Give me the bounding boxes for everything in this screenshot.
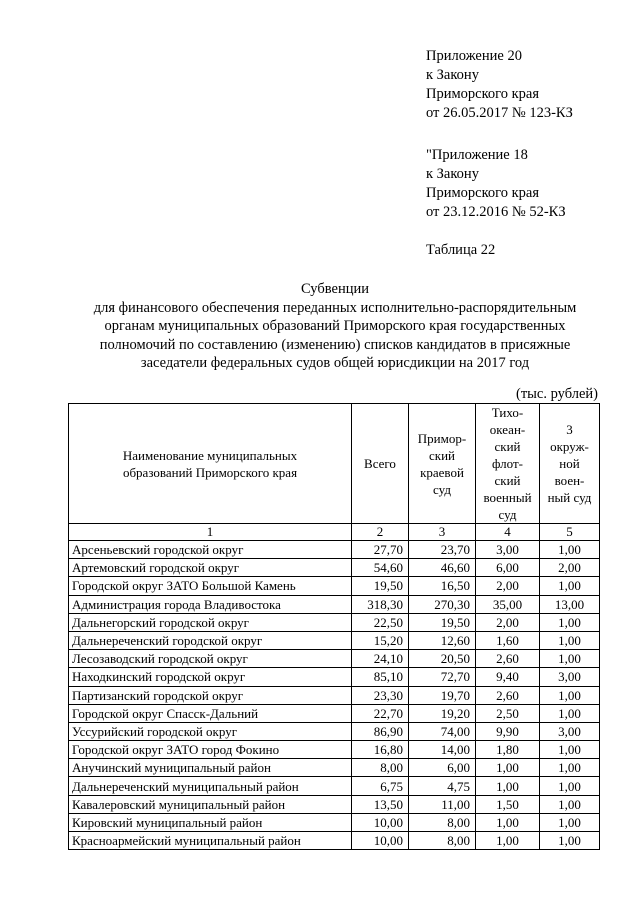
table-label: Таблица 22: [426, 242, 496, 258]
cell-district-court: 1,00: [540, 813, 600, 831]
table-row: [69, 613, 600, 631]
header-line: ной: [559, 456, 580, 471]
appendix-line: к Закону: [426, 166, 479, 182]
cell-district-court: 1,00: [540, 741, 600, 759]
cell-total: 19,50: [352, 577, 409, 595]
cell-name: Уссурийский городской округ: [69, 722, 352, 740]
cell-krai-court: 6,00: [409, 759, 476, 777]
cell-krai-court: 270,30: [409, 595, 476, 613]
cell-pacific-court: 2,00: [476, 613, 540, 631]
cell-district-court: 1,00: [540, 686, 600, 704]
header-line: флот-: [492, 456, 523, 471]
header-line: воен-: [554, 473, 585, 488]
header-line: Примор-: [417, 430, 467, 446]
appendix-current: [426, 47, 573, 123]
cell-total: 10,00: [352, 813, 409, 831]
cell-name: Городской округ ЗАТО Большой Камень: [69, 577, 352, 595]
cell-district-court: 2,00: [540, 559, 600, 577]
title-line: для финансового обеспечения переданных исполнительно-распорядительным: [93, 299, 577, 316]
appendix-line: "Приложение 18: [426, 147, 528, 163]
cell-pacific-court: 1,80: [476, 741, 540, 759]
header-line: океан-: [489, 422, 526, 437]
cell-total: 27,70: [352, 541, 409, 559]
table-row: [69, 813, 600, 831]
cell-name: Лесозаводский городской округ: [69, 650, 352, 668]
cell-name: Городской округ Спасск-Дальний: [69, 704, 352, 722]
cell-district-court: 1,00: [540, 650, 600, 668]
header-line: суд: [498, 507, 517, 522]
cell-total: 86,90: [352, 722, 409, 740]
cell-krai-court: 72,70: [409, 668, 476, 686]
header-line: окруж-: [550, 439, 589, 454]
title-line: заседатели федеральных судов общей юрисдикции на 2017 год: [140, 355, 530, 371]
column-number: 1: [69, 524, 352, 541]
cell-total: 6,75: [352, 777, 409, 795]
cell-krai-court: 4,75: [409, 777, 476, 795]
table-row: [69, 577, 600, 595]
table-row: [69, 631, 600, 649]
appendix-line: Приморского края: [426, 86, 540, 102]
cell-total: 10,00: [352, 832, 409, 850]
cell-pacific-court: 1,00: [476, 813, 540, 831]
cell-name: Администрация города Владивостока: [69, 595, 352, 613]
header-line: образований Приморского края: [122, 464, 298, 480]
cell-district-court: 3,00: [540, 668, 600, 686]
table-row: [69, 686, 600, 704]
cell-pacific-court: 2,60: [476, 650, 540, 668]
column-number: 5: [540, 524, 600, 541]
column-number: 3: [409, 524, 476, 541]
cell-total: 15,20: [352, 631, 409, 649]
table-row: [69, 759, 600, 777]
cell-pacific-court: 1,00: [476, 777, 540, 795]
table-row: [69, 777, 600, 795]
header-line: краевой: [420, 464, 464, 480]
cell-krai-court: 14,00: [409, 741, 476, 759]
cell-district-court: 1,00: [540, 795, 600, 813]
cell-total: 24,10: [352, 650, 409, 668]
table-body: [69, 541, 600, 850]
header-line: военный: [483, 490, 532, 505]
table-row: [69, 741, 600, 759]
cell-name: Артемовский городской округ: [69, 559, 352, 577]
header-line: Всего: [364, 456, 396, 471]
cell-pacific-court: 35,00: [476, 595, 540, 613]
column-number: 4: [476, 524, 540, 541]
title-line: полномочий по составлению (изменению) списков кандидатов в присяжные: [99, 336, 571, 353]
cell-pacific-court: 1,00: [476, 759, 540, 777]
column-number: 2: [352, 524, 409, 541]
table-row: [69, 795, 600, 813]
cell-name: Дальнегорский городской округ: [69, 613, 352, 631]
cell-name: Кавалеровский муниципальный район: [69, 795, 352, 813]
header-line: Наименование муниципальных: [122, 447, 298, 463]
header-line: Тихо-: [491, 405, 524, 420]
cell-district-court: 1,00: [540, 613, 600, 631]
header-district-court: [540, 404, 600, 524]
cell-krai-court: 20,50: [409, 650, 476, 668]
cell-district-court: 1,00: [540, 704, 600, 722]
appendix-line: Приложение 20: [426, 48, 522, 64]
cell-pacific-court: 2,60: [476, 686, 540, 704]
table-row: [69, 559, 600, 577]
cell-name: Городской округ ЗАТО город Фокино: [69, 741, 352, 759]
appendix-line: к Закону: [426, 67, 479, 83]
cell-krai-court: 8,00: [409, 832, 476, 850]
cell-krai-court: 12,60: [409, 631, 476, 649]
cell-name: Красноармейский муниципальный район: [69, 832, 352, 850]
header-line: ский: [429, 447, 455, 463]
cell-krai-court: 19,70: [409, 686, 476, 704]
cell-total: 318,30: [352, 595, 409, 613]
cell-krai-court: 8,00: [409, 813, 476, 831]
cell-district-court: 1,00: [540, 541, 600, 559]
header-total: [352, 404, 409, 524]
cell-pacific-court: 3,00: [476, 541, 540, 559]
appendix-line: от 23.12.2016 № 52-КЗ: [426, 204, 566, 220]
header-line: 3: [566, 422, 573, 437]
cell-name: Арсеньевский городской округ: [69, 541, 352, 559]
cell-pacific-court: 1,00: [476, 832, 540, 850]
table-row: [69, 722, 600, 740]
title-line: органам муниципальных образований Приморского края государственных: [104, 318, 566, 334]
cell-district-court: 1,00: [540, 631, 600, 649]
cell-name: Партизанский городской округ: [69, 686, 352, 704]
cell-name: Находкинский городской округ: [69, 668, 352, 686]
subventions-table: [68, 403, 600, 850]
cell-total: 13,50: [352, 795, 409, 813]
cell-district-court: 1,00: [540, 577, 600, 595]
appendix-line: от 26.05.2017 № 123-КЗ: [426, 105, 573, 121]
table-row: [69, 650, 600, 668]
cell-pacific-court: 2,50: [476, 704, 540, 722]
title-heading: Субвенции: [301, 281, 369, 297]
cell-krai-court: 19,50: [409, 613, 476, 631]
cell-krai-court: 16,50: [409, 577, 476, 595]
cell-krai-court: 74,00: [409, 722, 476, 740]
cell-krai-court: 23,70: [409, 541, 476, 559]
cell-pacific-court: 6,00: [476, 559, 540, 577]
cell-total: 22,50: [352, 613, 409, 631]
cell-name: Дальнереченский городской округ: [69, 631, 352, 649]
cell-district-court: 3,00: [540, 722, 600, 740]
cell-total: 54,60: [352, 559, 409, 577]
cell-pacific-court: 9,40: [476, 668, 540, 686]
cell-name: Анучинский муниципальный район: [69, 759, 352, 777]
cell-pacific-court: 9,90: [476, 722, 540, 740]
header-line: ский: [494, 473, 521, 488]
header-krai-court: [409, 404, 476, 524]
cell-district-court: 1,00: [540, 759, 600, 777]
table-row: [69, 668, 600, 686]
header-pacific-court: [476, 404, 540, 524]
cell-pacific-court: 2,00: [476, 577, 540, 595]
appendix-previous: [426, 146, 566, 222]
cell-total: 85,10: [352, 668, 409, 686]
cell-total: 22,70: [352, 704, 409, 722]
header-line: суд: [433, 481, 451, 497]
cell-krai-court: 11,00: [409, 795, 476, 813]
cell-pacific-court: 1,60: [476, 631, 540, 649]
cell-krai-court: 46,60: [409, 559, 476, 577]
document-title: [70, 280, 600, 373]
header-line: ный суд: [547, 490, 592, 505]
cell-district-court: 1,00: [540, 832, 600, 850]
table-row: [69, 832, 600, 850]
appendix-line: Приморского края: [426, 185, 540, 201]
table-row: [69, 595, 600, 613]
header-line: ский: [494, 439, 521, 454]
cell-district-court: 1,00: [540, 777, 600, 795]
table-row: [69, 541, 600, 559]
cell-district-court: 13,00: [540, 595, 600, 613]
units-label: (тыс. рублей): [516, 386, 598, 402]
cell-total: 16,80: [352, 741, 409, 759]
cell-total: 8,00: [352, 759, 409, 777]
table-row: [69, 704, 600, 722]
cell-name: Дальнереченский муниципальный район: [69, 777, 352, 795]
cell-krai-court: 19,20: [409, 704, 476, 722]
cell-total: 23,30: [352, 686, 409, 704]
header-name: [69, 404, 352, 524]
cell-name: Кировский муниципальный район: [69, 813, 352, 831]
cell-pacific-court: 1,50: [476, 795, 540, 813]
